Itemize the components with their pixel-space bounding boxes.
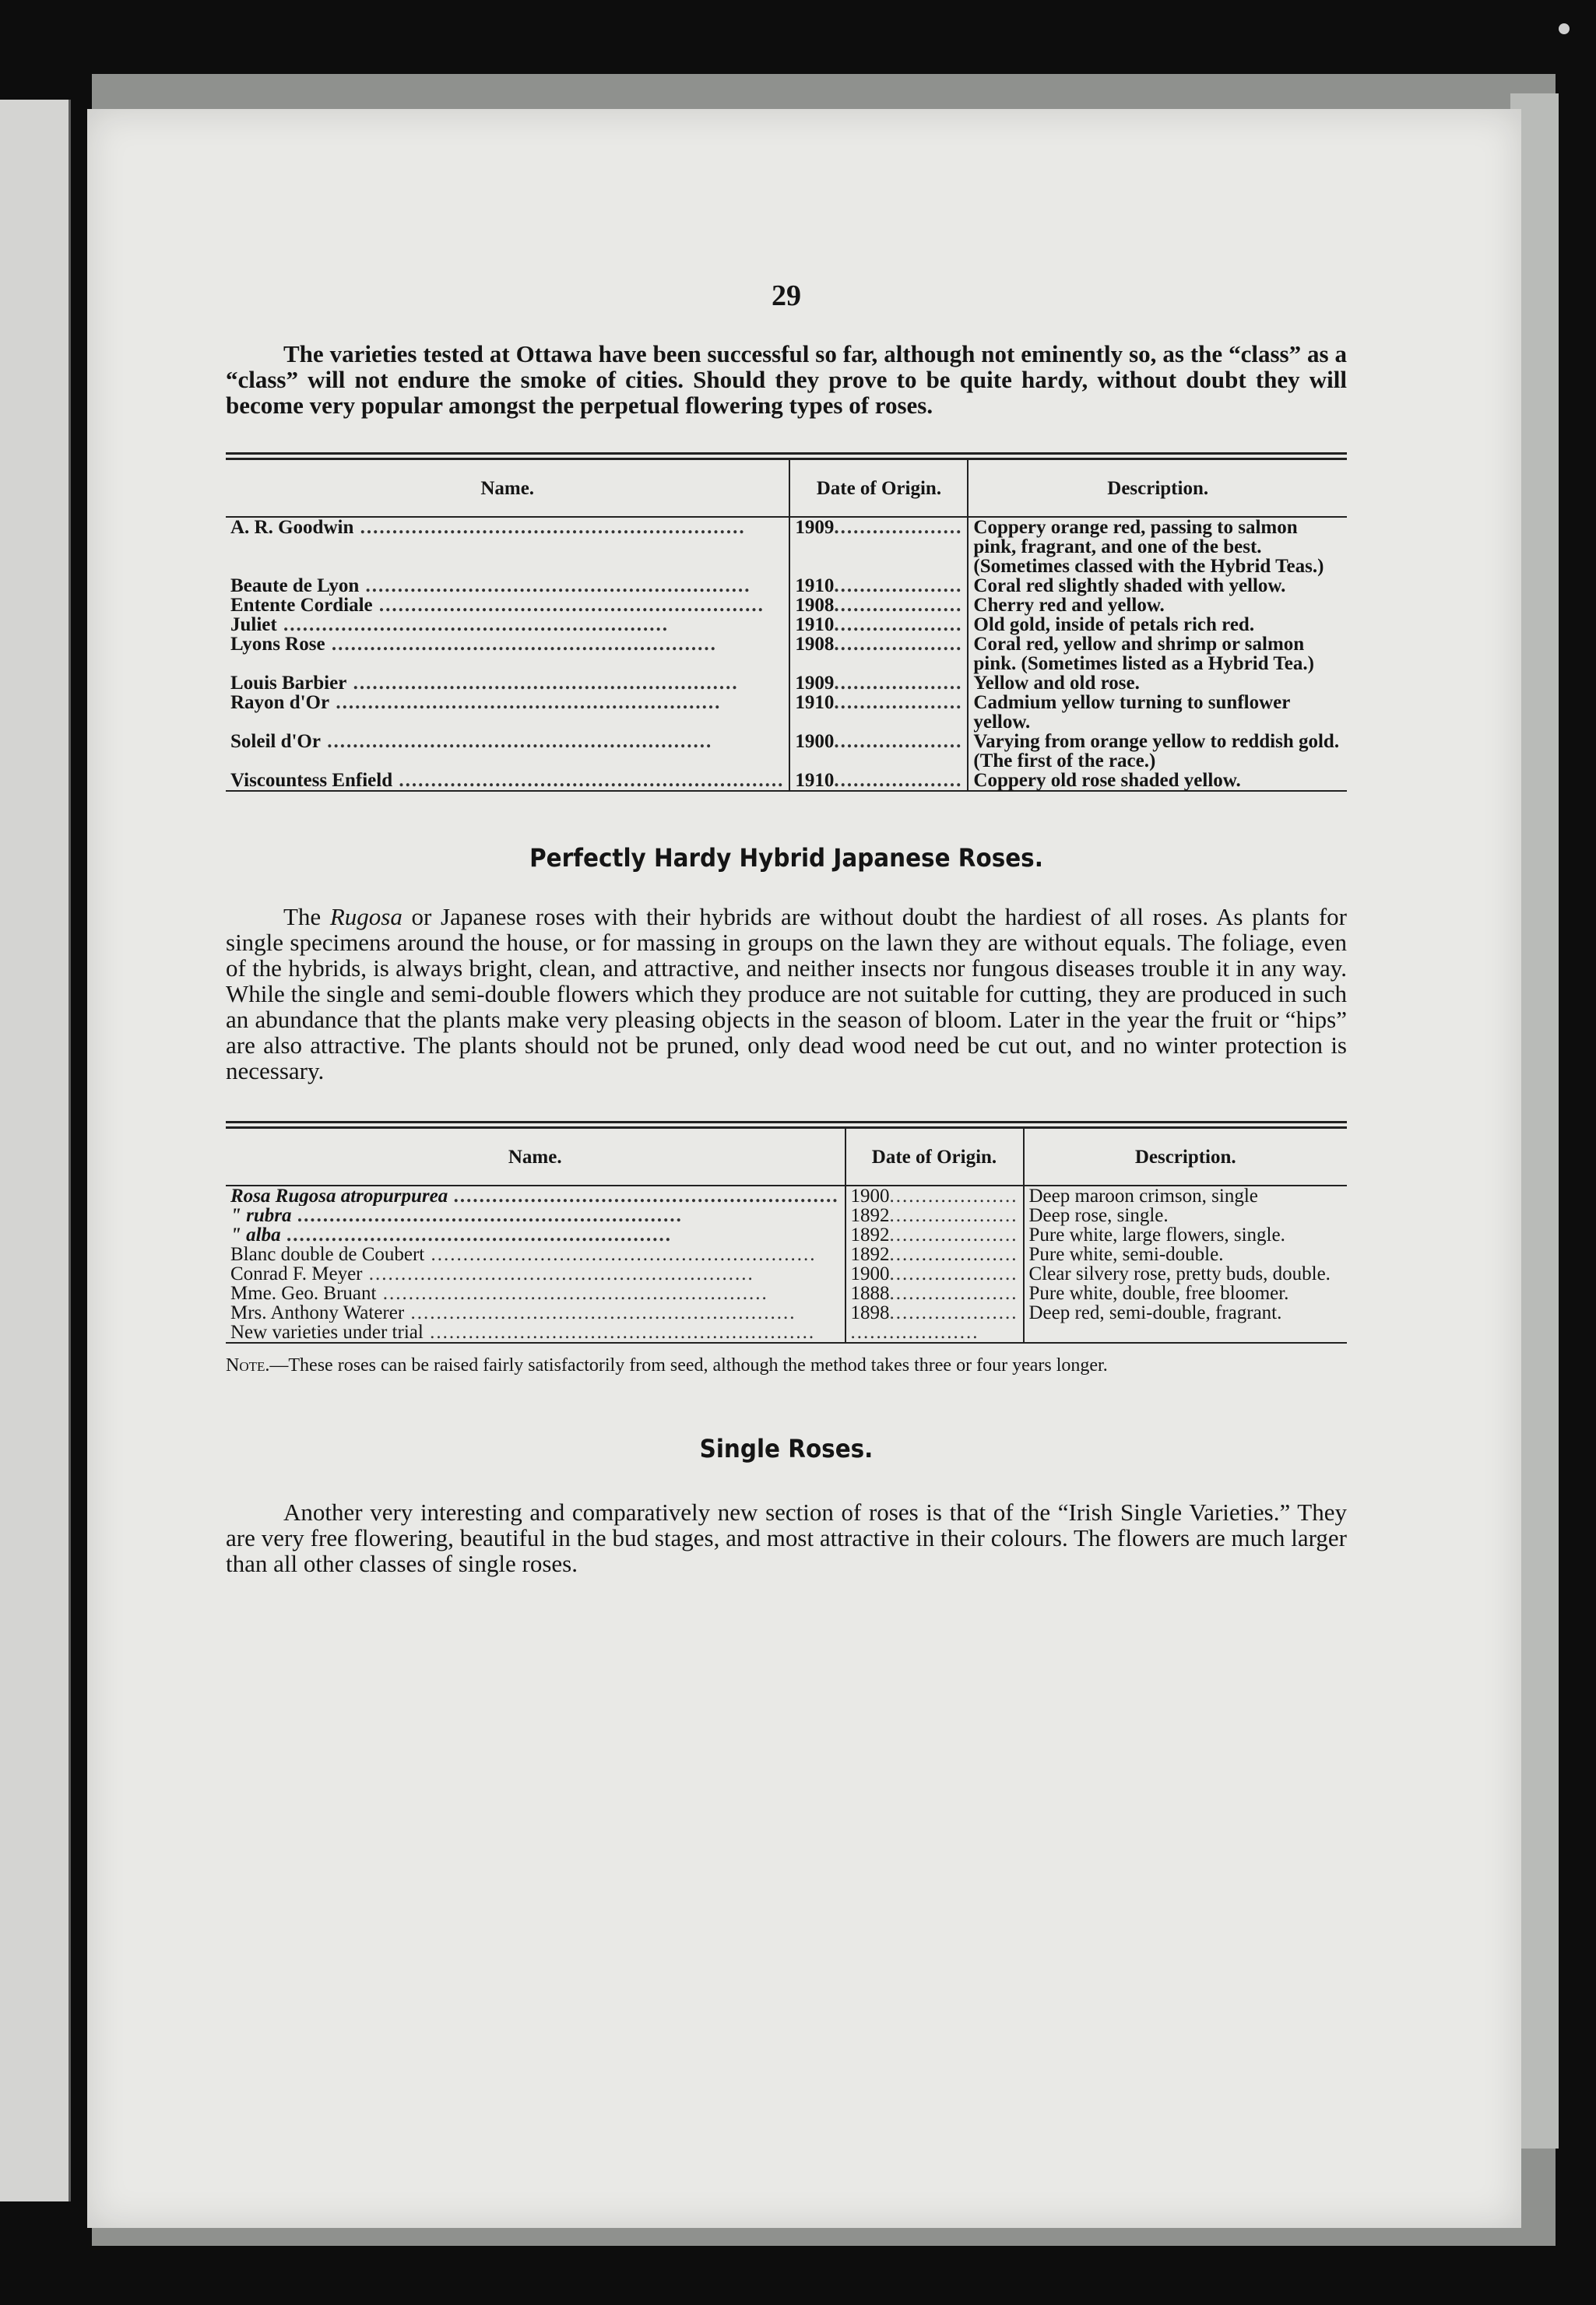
header-description: Description. [1024,1129,1348,1186]
header-description: Description. [968,460,1347,517]
rose-name: Mme. Geo. Bruant ............................................................ [230,1284,768,1303]
table-row [226,693,1347,732]
rose-name: A. R. Goodwin ............................................................ [230,517,746,538]
table-row [226,634,1347,673]
table-row [226,1264,1347,1284]
japanese-roses-table [226,1121,1347,1344]
rose-name: Lyons Rose ............................................................ [230,634,717,655]
japanese-roses-paragraph [226,904,1347,1084]
section-heading-single-roses: Single Roses. [699,1434,874,1463]
table-row [226,1245,1347,1264]
rose-description: Clear silvery rose, pretty buds, double. [1028,1263,1331,1284]
rose-description: Varying from orange yellow to reddish gold. (The first of the race.) [973,731,1340,771]
paragraph-lead: The [283,903,330,930]
table-bottom-rule [226,1342,1347,1344]
table-row [226,1225,1347,1245]
date-of-origin: 1910.................... [789,771,968,790]
rose-description: Deep maroon crimson, single [1028,1186,1258,1207]
rose-description: Coppery old rose shaded yellow. [973,770,1241,791]
rose-description: Pure white, semi-double. [1028,1244,1224,1265]
rose-name: Beaute de Lyon ............................................................ [230,576,751,596]
rose-description: Yellow and old rose. [973,673,1140,694]
table-body [226,517,1347,790]
date-of-origin: 1892.................... [845,1245,1024,1264]
note-label: Note. [226,1355,270,1376]
date-of-origin: 1908.................... [789,634,968,673]
section-heading-japanese-roses: Perfectly Hardy Hybrid Japanese Roses. [529,843,1043,873]
rose-name: Conrad F. Meyer ............................................................ [230,1264,754,1284]
date-of-origin: .................... [845,1323,1024,1342]
date-of-origin: 1892.................... [845,1225,1024,1245]
page-content [226,279,1347,1576]
date-of-origin: 1900.................... [789,732,968,771]
date-of-origin: 1900.................... [845,1264,1024,1284]
rose-name: Mrs. Anthony Waterer ............................................................ [230,1303,796,1323]
table-row [226,1206,1347,1225]
date-of-origin: 1910.................... [789,693,968,732]
rose-name: " alba ............................................................ [230,1225,673,1245]
rose-description: Cadmium yellow turning to sunflower yellow. [973,692,1290,733]
rose-description: Old gold, inside of petals rich red. [973,614,1255,635]
document-page [87,109,1521,2228]
table-top-rule [226,452,1347,460]
table-row [226,1323,1347,1342]
table-row [226,517,1347,576]
table-row [226,732,1347,771]
date-of-origin: 1910.................... [789,576,968,596]
rose-name: Viscountess Enfield ............................................................ [230,771,785,790]
single-roses-paragraph: Another very interesting and comparatively new section of roses is that of the “Irish Single Varieties.” They are very free flowering, beautiful in the bud stages, and most attractive in their colours. The flowers are much larger than all other classes of single roses. [226,1499,1347,1577]
header-date: Date of Origin. [845,1129,1024,1186]
hybrid-roses-table [226,452,1347,792]
rose-name: Louis Barbier ............................................................ [230,673,739,693]
note [226,1356,1347,1375]
rose-name: Juliet ............................................................ [230,615,669,634]
rose-description: Pure white, double, free bloomer. [1028,1283,1289,1304]
table-header-row [226,460,1347,517]
date-of-origin: 1908.................... [789,596,968,615]
rose-name: Entente Cordiale ............................................................ [230,596,765,615]
table-row [226,673,1347,693]
rose-name: Rosa Rugosa atropurpurea ............................................................ [230,1186,840,1206]
rose-name: New varieties under trial ............................................................ [230,1323,816,1342]
paragraph-rest: or Japanese roses with their hybrids are without doubt the hardiest of all roses. As plants for single specimens around the house, or for massing in groups on the lawn they are without equals. The foliage, even of the hybrids, is always bright, clean, and attractive, and neither insects nor fungous diseases trouble it in any way. While the single and semi-double flowers which they produce are not suitable for cutting, they are produced in such an abundance that the plants make very pleasing objects in the season of bloom. Later in the year the fruit or “hips” are also attractive. The plants should not be pruned, only dead wood need be cut out, and no winter protection is necessary. [226,903,1347,1084]
rose-description: Cherry red and yellow. [973,595,1165,616]
table-row [226,596,1347,615]
rose-description: Deep rose, single. [1028,1205,1169,1226]
table-top-rule [226,1121,1347,1129]
rose-description: Coral red, yellow and shrimp or salmon pink. (Sometimes listed as a Hybrid Tea.) [973,634,1314,674]
table-row [226,576,1347,596]
date-of-origin: 1892.................... [845,1206,1024,1225]
table-header-row [226,1129,1347,1186]
facing-page-edge [0,100,71,2201]
date-of-origin: 1898.................... [845,1303,1024,1323]
header-name: Name. [226,460,789,517]
date-of-origin: 1910.................... [789,615,968,634]
rose-description: Pure white, large flowers, single. [1028,1225,1285,1246]
date-of-origin: 1909.................... [789,673,968,693]
date-of-origin: 1888.................... [845,1284,1024,1303]
note-text: —These roses can be raised fairly satisfactorily from seed, although the method takes three or four years longer. [269,1355,1108,1376]
rose-description: Coppery orange red, passing to salmon pink, fragrant, and one of the best. (Sometimes classed with the Hybrid Teas.) [973,517,1324,577]
intro-paragraph: The varieties tested at Ottawa have been successful so far, although not eminently so, as the “class” as a “class” will not endure the smoke of cities. Should they prove to be quite hardy, without doubt they will become very popular amongst the perpetual flowering types of roses. [226,340,1347,419]
rose-description: Coral red slightly shaded with yellow. [973,575,1286,596]
page-number: 29 [772,279,801,312]
table-row [226,615,1347,634]
date-of-origin: 1900.................... [845,1186,1024,1206]
rose-name: Soleil d'Or ............................................................ [230,732,713,752]
rose-description [1024,1323,1348,1342]
rose-name: " rubra ............................................................ [230,1206,684,1225]
rugosa-italic: Rugosa [329,903,403,930]
rose-name: Rayon d'Or ............................................................ [230,693,722,713]
scan-speck [1559,23,1570,34]
table-body [226,1186,1347,1342]
rose-description: Deep red, semi-double, fragrant. [1028,1302,1282,1323]
table-row [226,1186,1347,1206]
table-row [226,1284,1347,1303]
date-of-origin: 1909.................... [789,517,968,576]
table-row [226,771,1347,790]
header-date: Date of Origin. [789,460,968,517]
table-row [226,1303,1347,1323]
header-name: Name. [226,1129,845,1186]
rose-name: Blanc double de Coubert ............................................................ [230,1245,817,1264]
